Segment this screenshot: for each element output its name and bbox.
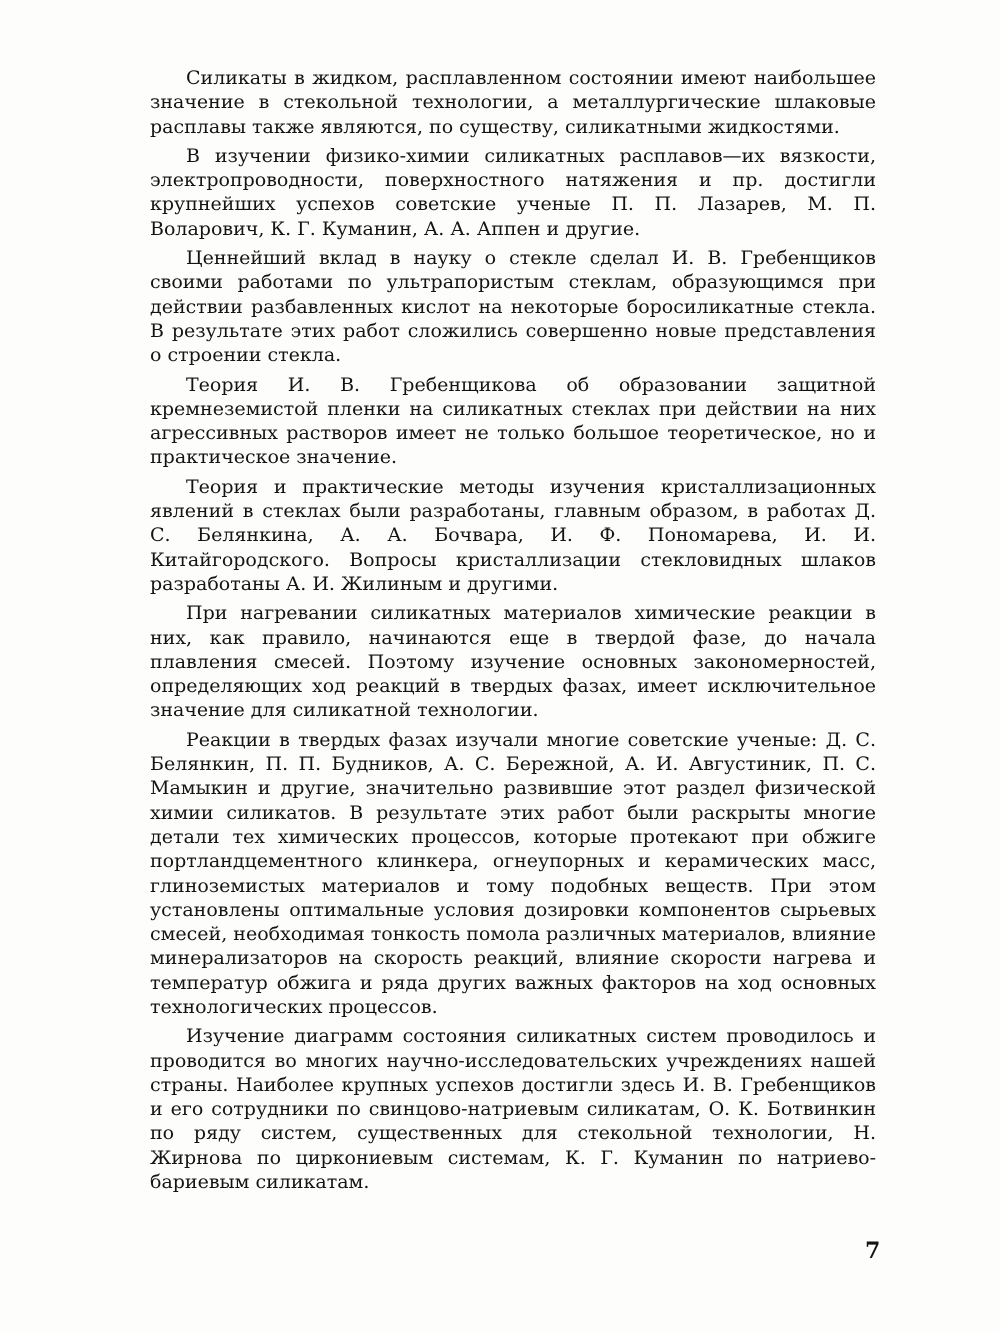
body-text xyxy=(150,66,876,1199)
paragraph: Теория и практические методы изучения кристаллизационных явлений в стеклах были разработаны, главным образом, в работах Д. С. Белянкина, А. А. Бочвара, И. Ф. Пономарева, И. И. Китайгородского. Вопросы кристаллизации стекловидных шлаков разработаны А. И. Жилиным и другими. xyxy=(150,475,876,595)
paragraph: Силикаты в жидком, расплавленном состоянии имеют наибольшее значение в стекольной технологии, а металлургические шлаковые расплавы также являются, по существу, силикатными жидкостями. xyxy=(150,67,876,138)
paragraph: Реакции в твердых фазах изучали многие советские ученые: Д. С. Белянкин, П. П. Будников, А. С. Бережной, А. И. Августиник, П. С. Мамыкин и другие, значительно развившие этот раздел физической химии силикатов. В результате этих работ были раскрыты многие детали тех химических процессов, которые протекают при обжиге портландцементного клинкера, огнеупорных и керамических масс, глиноземистых материалов и тому подобных веществ. При этом установлены оптимальные условия дозировки компонентов сырьевых смесей, необходимая тонкость помола различных материалов, влияние минерализаторов на скорость реакций, влияние скорости нагрева и температур обжига и ряда других важных факторов на ход основных технологических процессов. xyxy=(150,728,876,1018)
paragraph: Ценнейший вклад в науку о стекле сделал И. В. Гребенщиков своими работами по ультрапористым стеклам, образующимся при действии разбавленных кислот на некоторые боросиликатные стекла. В результате этих работ сложились совершенно новые представления о строении стекла. xyxy=(150,247,876,367)
paragraph: При нагревании силикатных материалов химические реакции в них, как правило, начинаются еще в твердой фазе, до начала плавления смесей. Поэтому изучение основных закономерностей, определяющих ход реакций в твердых фазах, имеет исключительное значение для силикатной технологии. xyxy=(150,602,876,722)
paragraph: Теория И. В. Гребенщикова об образовании защитной кремнеземистой пленки на силикатных стеклах при действии на них агрессивных растворов имеет не только большое теоретическое, но и практическое значение. xyxy=(150,373,876,469)
paragraph: В изучении физико-химии силикатных расплавов—их вязкости, электропроводности, поверхностного натяжения и пр. достигли крупнейших успехов советские ученые П. П. Лазарев, М. П. Воларович, К. Г. Куманин, А. А. Аппен и другие. xyxy=(150,144,876,240)
paragraph: Изучение диаграмм состояния силикатных систем проводилось и проводится во многих научно-исследовательских учреждениях нашей страны. Наиболее крупных успехов достигли здесь И. В. Гребенщиков и его сотрудники по свинцово-натриевым силикатам, О. К. Ботвинкин по ряду систем, существенных для стекольной технологии, Н. Жирнова по циркониевым системам, К. Г. Куманин по натриево-бариевым силикатам. xyxy=(150,1025,876,1194)
page-number: 7 xyxy=(865,1238,881,1264)
